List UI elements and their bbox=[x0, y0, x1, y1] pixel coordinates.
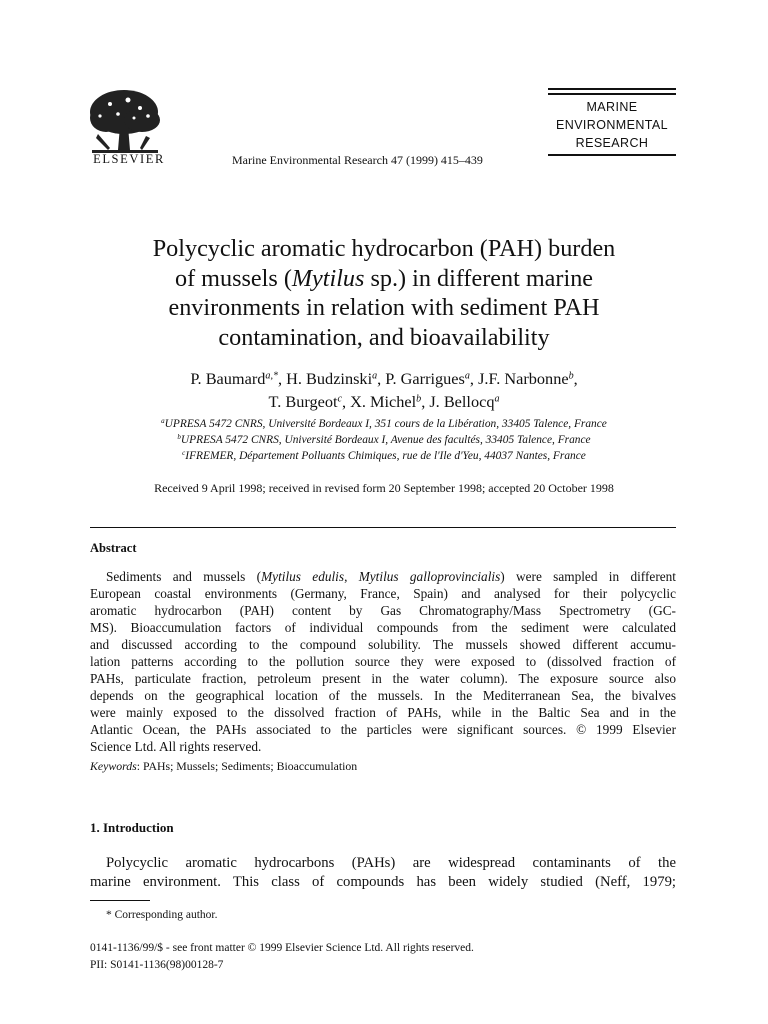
author[interactable]: J. Bellocq bbox=[429, 392, 495, 411]
introduction-heading: 1. Introduction bbox=[90, 820, 174, 835]
footnote-rule bbox=[90, 900, 150, 901]
journal-rule-second bbox=[548, 93, 676, 95]
author[interactable]: X. Michel bbox=[350, 392, 417, 411]
author-line-2 bbox=[40, 390, 728, 413]
corresponding-author-footnote: * Corresponding author. bbox=[106, 909, 218, 921]
title-line-3: environments in relation with sediment PAH bbox=[168, 294, 600, 321]
issn-line: 0141-1136/99/$ - see front matter © 1999 Elsevier Science Ltd. All rights reserved. bbox=[90, 942, 474, 954]
abstract-line: lation patterns according to the pollution source they were exposed to (dissolved fraction of bbox=[90, 654, 676, 669]
affiliation bbox=[40, 432, 728, 448]
keywords bbox=[90, 759, 357, 774]
author[interactable]: T. Burgeot bbox=[268, 392, 338, 411]
abstract-line: depends on the geographical location of the mussels. In the Mediterranean Sea, the bivalves bbox=[90, 688, 676, 703]
author-separator: , bbox=[573, 369, 578, 388]
author-separator: , bbox=[421, 392, 430, 411]
abstract-line: Science Ltd. All rights reserved. bbox=[90, 739, 262, 754]
author[interactable]: P. Baumard bbox=[190, 369, 266, 388]
journal-rule-bottom bbox=[548, 154, 676, 156]
title-line-2-end: sp.) in different marine bbox=[364, 264, 594, 292]
author[interactable]: P. Garrigues bbox=[385, 369, 465, 388]
abstract-line: were mainly exposed to the dissolved fraction of PAHs, while in the Baltic Sea and in the bbox=[90, 705, 676, 720]
author-separator: , bbox=[342, 392, 351, 411]
species-name: Mytilus galloprovincialis bbox=[358, 569, 501, 584]
abstract-heading: Abstract bbox=[90, 541, 137, 555]
title-line-4: contamination, and bioavailability bbox=[218, 323, 550, 351]
affiliation-mark: a bbox=[161, 417, 165, 426]
affiliation-text: IFREMER, Département Polluants Chimiques, rue de l'Ile d'Yeu, 44037 Nantes, France bbox=[185, 450, 586, 462]
author-separator: , bbox=[278, 369, 287, 388]
title-line-2 bbox=[40, 264, 728, 294]
journal-name-line-2: ENVIRONMENTAL bbox=[556, 118, 668, 132]
abstract-text: , bbox=[344, 569, 359, 584]
journal-name-line-3: RESEARCH bbox=[575, 136, 649, 150]
abstract-line-1 bbox=[90, 569, 676, 585]
affiliation-mark: c bbox=[182, 449, 186, 458]
abstract-line: European coastal environments (Germany, France, Spain) and analysed for their polycyclic bbox=[90, 586, 676, 601]
affiliation-text: UPRESA 5472 CNRS, Université Bordeaux I, 351 cours de la Libération, 33405 Talence, France bbox=[164, 418, 607, 430]
author-affil-mark: a bbox=[372, 370, 378, 382]
journal-title-box bbox=[548, 88, 676, 158]
author-affil-mark: b bbox=[568, 370, 574, 382]
affiliation bbox=[40, 448, 728, 464]
keywords-label: Keywords bbox=[90, 759, 137, 773]
intro-line: marine environment. This class of compounds has been widely studied (Neff, 1979; bbox=[90, 874, 676, 890]
journal-citation: Marine Environmental Research 47 (1999) 415–439 bbox=[232, 153, 483, 167]
author-affil-mark: b bbox=[416, 393, 422, 405]
article-title bbox=[40, 234, 728, 352]
author-affil-mark: a bbox=[494, 393, 500, 405]
section-divider bbox=[90, 527, 676, 528]
author-separator: , bbox=[469, 369, 479, 388]
affiliation bbox=[40, 416, 728, 432]
pii-line: PII: S0141-1136(98)00128-7 bbox=[90, 959, 224, 971]
abstract-text: Sediments and mussels ( bbox=[106, 569, 262, 584]
journal-rule-top bbox=[548, 88, 676, 90]
abstract-line: PAHs, particulate fraction, petroleum present in the water column). The exposure source also bbox=[90, 671, 676, 686]
author-separator: , bbox=[377, 369, 386, 388]
journal-name-line-1: MARINE bbox=[586, 100, 638, 114]
abstract-line: MS). Bioaccumulation factors of individual compounds from the sediment were calculated bbox=[90, 620, 676, 635]
author-affil-mark: a,* bbox=[265, 370, 279, 382]
affiliation-mark: b bbox=[177, 433, 181, 442]
intro-line: Polycyclic aromatic hydrocarbons (PAHs) are widespread contaminants of the bbox=[106, 855, 676, 871]
author-list bbox=[40, 367, 728, 413]
abstract-line: aromatic hydrocarbon (PAH) content by Gas Chromatography/Mass Spectrometry (GC- bbox=[90, 603, 676, 618]
author-line-1 bbox=[40, 367, 728, 390]
author-affil-mark: c bbox=[337, 393, 342, 405]
abstract-line: Atlantic Ocean, the PAHs associated to the particles were significant sources. © 1999 Elsevier bbox=[90, 722, 676, 737]
author[interactable]: H. Budzinski bbox=[286, 369, 373, 388]
title-line-2-start: of mussels ( bbox=[174, 264, 292, 292]
title-line-1: Polycyclic aromatic hydrocarbon (PAH) burden bbox=[152, 235, 616, 262]
affiliations bbox=[40, 416, 728, 464]
affiliation-text: UPRESA 5472 CNRS, Université Bordeaux I, Avenue des facultés, 33405 Talence, France bbox=[180, 434, 591, 446]
title-genus: Mytilus bbox=[291, 264, 365, 292]
keywords-list: : PAHs; Mussels; Sediments; Bioaccumulation bbox=[136, 759, 358, 773]
publisher-name: ELSEVIER bbox=[93, 152, 165, 166]
species-name: Mytilus edulis bbox=[261, 569, 345, 584]
abstract-text: ) were sampled in different bbox=[500, 569, 676, 584]
abstract-line: and discussed according to the compound solubility. The mussels showed different accumu- bbox=[90, 637, 676, 652]
received-dates: Received 9 April 1998; received in revised form 20 September 1998; accepted 20 October 1998 bbox=[154, 481, 614, 495]
author[interactable]: J.F. Narbonne bbox=[478, 369, 569, 388]
author-affil-mark: a bbox=[464, 370, 470, 382]
